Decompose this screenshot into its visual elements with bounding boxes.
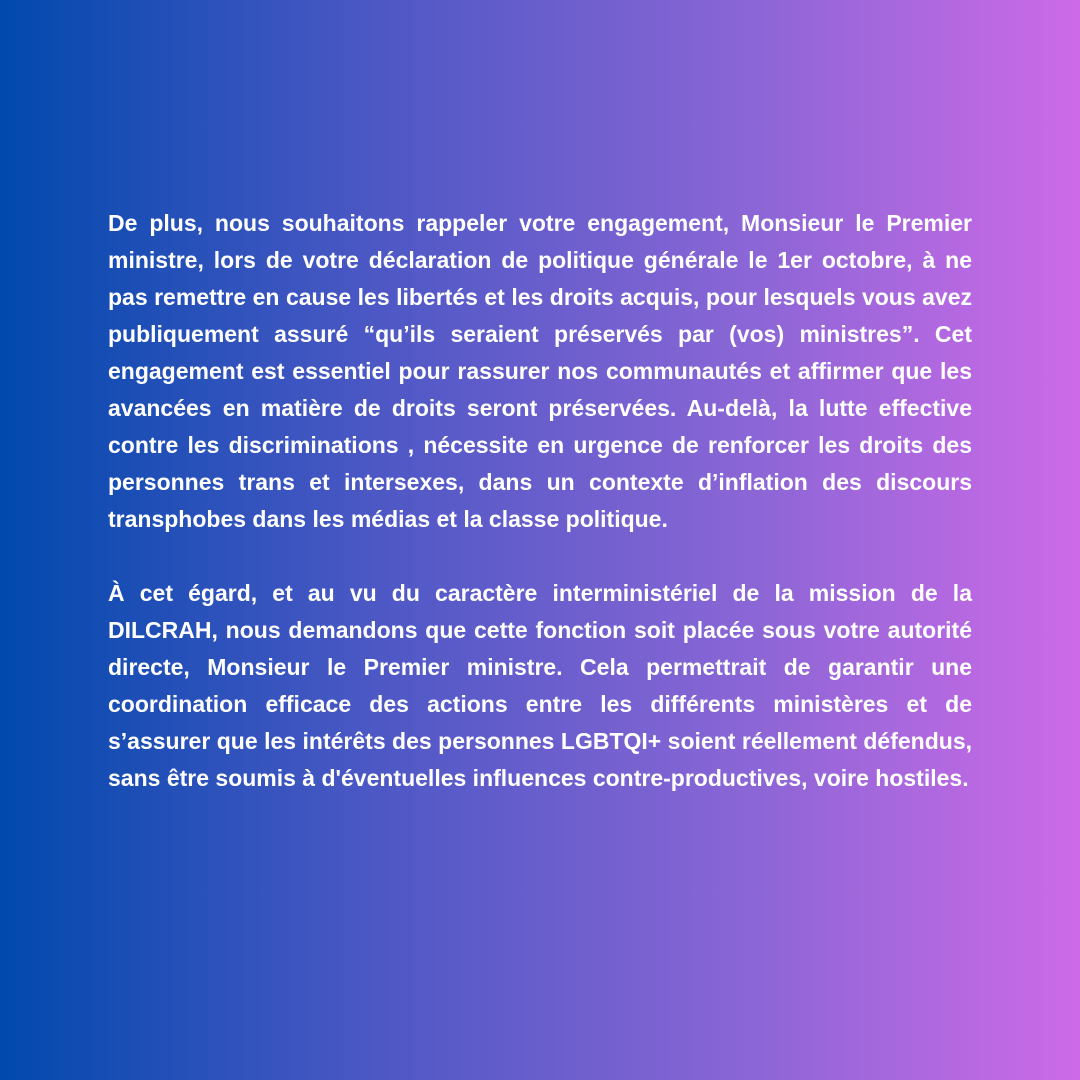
paragraph-commitment: De plus, nous souhaitons rappeler votre engagement, Monsieur le Premier ministre, lors de votre déclaration de politique générale le 1er octobre, à ne pas remettre en cause les libertés et les droits acquis, pour lesquels vous avez publiquement assuré “qu’ils seraient préservés par (vos) ministres”. Cet engagement est essentiel pour rassurer nos communautés et affirmer que les avancées en matière de droits seront préservées. Au-delà, la lutte effective contre les discriminations , nécessite en urgence de renforcer les droits des personnes trans et intersexes, dans un contexte d’inflation des discours transphobes dans les médias et la classe politique. <box>108 210 972 532</box>
paragraph-dilcrah-request: À cet égard, et au vu du caractère interministériel de la mission de la DILCRAH, nous demandons que cette fonction soit placée sous votre autorité directe, Monsieur le Premier ministre. Cela permettrait de garantir une coordination efficace des actions entre les différents ministères et de s’assurer que les intérêts des personnes LGBTQI+ soient réellement défendus, sans être soumis à d'éventuelles influences contre-productives, voire hostiles. <box>108 580 972 791</box>
letter-text-block <box>108 205 972 797</box>
